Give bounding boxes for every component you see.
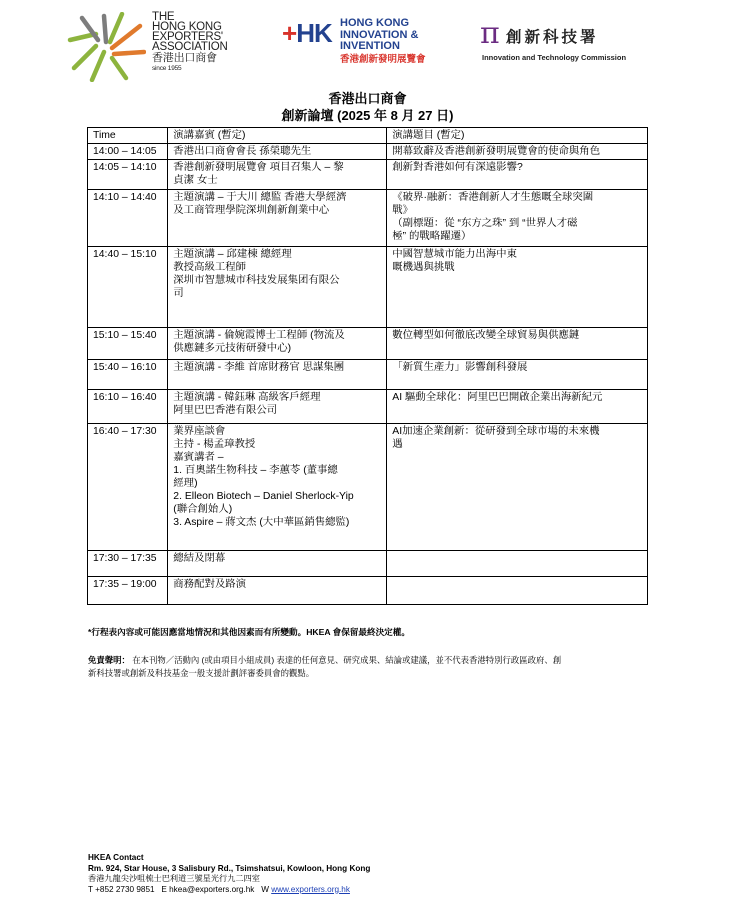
speaker-line: 主題演講 – 邱建棟 總經理 (173, 249, 292, 260)
cell-time: 17:35 – 19:00 (88, 577, 168, 605)
speaker-line: 主題演講 - 倫婉霞博士工程師 (物流及 (173, 330, 345, 341)
event-title: 創新論壇 (2025 年 8 月 27 日) (281, 108, 454, 123)
cell-speaker (168, 360, 387, 390)
speaker-line: 主題演講 – 于大川 總監 香港大學經濟 (173, 192, 347, 203)
speaker-line: 及工商管理學院深圳創新創業中心 (173, 205, 330, 216)
table-row (88, 160, 648, 190)
table-row (88, 247, 648, 328)
hk-innovation-logo (282, 16, 442, 72)
header-logos (0, 0, 735, 90)
table-row (88, 190, 648, 247)
cell-time: 15:10 – 15:40 (88, 328, 168, 360)
table-header-row (88, 128, 648, 144)
header-topic: 演講題目 (暫定) (387, 128, 648, 144)
cell-topic (387, 328, 648, 360)
topic-line: 中國智慧城市能力出海中東 (392, 249, 517, 260)
cell-time: 14:05 – 14:10 (88, 160, 168, 190)
schedule-table (87, 127, 648, 605)
cell-time: 17:30 – 17:35 (88, 551, 168, 577)
cell-speaker (168, 424, 387, 551)
speaker-line: 主持 - 楊孟璋教授 (173, 439, 256, 450)
table-row (88, 390, 648, 424)
table-row (88, 551, 648, 577)
hkea-ray (110, 14, 122, 42)
disclaimer-line-1: 在本刊物／活動內 (或由項目小組成員) 表達的任何意見、研究成果、結論或建議，並不代表香港特別行政區政府、創 (132, 655, 562, 665)
speaker-line: 嘉賓講者 – (173, 452, 224, 463)
itc-english-name: Innovation and Technology Commission (482, 53, 627, 62)
contact-tel: T +852 2730 9851 (88, 884, 155, 894)
cell-speaker (168, 328, 387, 360)
schedule-body (88, 144, 648, 605)
cell-topic (387, 424, 648, 551)
speaker-line: 商務配對及路演 (173, 579, 247, 590)
cell-time: 14:00 – 14:05 (88, 144, 168, 160)
hk-mark-icon: +HK (282, 18, 332, 48)
speaker-line: 業界座談會 (173, 426, 226, 437)
speaker-line: 教授高級工程師 (173, 262, 247, 273)
table-row (88, 424, 648, 551)
speaker-line: 3. Aspire – 蔣文杰 (大中華區銷售總監) (173, 517, 350, 528)
topic-line: 創新對香港如何有深遠影響? (392, 162, 523, 173)
hkea-ray (92, 52, 104, 80)
contact-title: HKEA Contact (88, 853, 144, 862)
contact-web-link[interactable]: www.exporters.org.hk (271, 884, 350, 894)
cell-speaker (168, 577, 387, 605)
cell-speaker (168, 190, 387, 247)
hkea-ray (74, 46, 96, 68)
cell-topic (387, 360, 648, 390)
cell-topic (387, 577, 648, 605)
cell-topic (387, 247, 648, 328)
cell-time: 14:10 – 14:40 (88, 190, 168, 247)
cell-topic (387, 390, 648, 424)
hkea-logo (66, 12, 256, 86)
cell-time: 15:40 – 16:10 (88, 360, 168, 390)
cell-speaker (168, 144, 387, 160)
disclaimer-label: 免責聲明： (88, 655, 130, 665)
cell-speaker (168, 160, 387, 190)
speaker-line: 阿里巴巴香港有限公司 (173, 405, 278, 416)
cell-speaker (168, 247, 387, 328)
speaker-line: 總結及閉幕 (173, 553, 226, 564)
cell-topic (387, 144, 648, 160)
speaker-line: 深圳市智慧城市科技发展集团有限公 (173, 275, 340, 286)
cell-topic (387, 551, 648, 577)
header-time: Time (88, 128, 168, 144)
schedule-note: *行程表內容或可能因應當地情況和其他因素而有所變動。HKEA 會保留最終決定權。 (88, 627, 410, 637)
speaker-line: 2. Elleon Biotech – Daniel Sherlock-Yip (173, 491, 354, 502)
cell-time: 16:10 – 16:40 (88, 390, 168, 424)
cell-time: 14:40 – 15:10 (88, 247, 168, 328)
speaker-line: 香港出口商會會長 孫榮聰先生 (173, 146, 312, 157)
topic-line: 嘅機遇與挑戰 (392, 262, 455, 273)
hkea-ray (112, 58, 126, 78)
pi-icon: π (480, 16, 500, 51)
topic-line: 開幕致辭及香港創新發明展覽會的使命與角色 (392, 146, 601, 157)
table-row (88, 328, 648, 360)
speaker-line: 貞潔 女士 (173, 175, 218, 186)
hkea-logo-text: THE HONG KONG EXPORTERS' ASSOCIATION 香港出口商會 since 1955 (152, 11, 228, 72)
topic-line: 極” 的戰略躍遷） (392, 231, 472, 242)
topic-line: AI 驅動全球化：阿里巴巴開啟企業出海新紀元 (392, 392, 603, 403)
cell-speaker (168, 390, 387, 424)
topic-line: AI加速企業創新：從研發到全球市場的未來機 (392, 426, 600, 437)
speaker-line: 主題演講 - 李維 首席財務官 思謀集團 (173, 362, 345, 373)
speaker-line: 供應鏈多元技術研發中心) (173, 343, 292, 354)
topic-line: 戰》 (392, 205, 414, 216)
table-row (88, 144, 648, 160)
contact-web-prefix: W (261, 884, 269, 894)
topic-line: 遇 (392, 439, 403, 450)
speaker-line: 經理) (173, 478, 198, 489)
hkea-ray (104, 16, 106, 42)
org-title: 香港出口商會 (328, 91, 407, 106)
speaker-line: 主題演講 - 韓鈺琳 高級客戶經理 (173, 392, 321, 403)
itc-chinese-name: 創新科技署 (506, 29, 599, 46)
contact-block (88, 853, 370, 895)
speaker-line: (聯合創始人) (173, 504, 233, 515)
table-row (88, 577, 648, 605)
hkea-ray (114, 52, 144, 54)
contact-address-en: Rm. 924, Star House, 3 Salisbury Rd., Tsimshatsui, Kowloon, Hong Kong (88, 863, 371, 873)
hkea-logo-mark-icon (66, 12, 146, 82)
topic-line: 《破界·融新：香港創新人才生態嘅全球突圍 (392, 192, 594, 203)
cell-time: 16:40 – 17:30 (88, 424, 168, 551)
cell-topic (387, 190, 648, 247)
cell-topic (387, 160, 648, 190)
contact-address-cn: 香港九龍尖沙咀梳士巴利道三號星光行九二四室 (88, 874, 260, 883)
speaker-line: 司 (173, 288, 184, 299)
topic-line: 「新質生產力」影響創科發展 (392, 362, 528, 373)
disclaimer (88, 654, 648, 679)
table-row (88, 360, 648, 390)
disclaimer-line-2: 新科技署或創新及科技基金一般支援計劃評審委員會的觀點。 (88, 667, 315, 678)
speaker-line: 香港創新發明展覽會 項目召集人 – 黎 (173, 162, 344, 173)
contact-email[interactable]: E hkea@exporters.org.hk (161, 884, 255, 894)
itc-logo (480, 16, 660, 66)
topic-line: （副標題：從 “东方之珠” 到 “世界人才磁 (392, 218, 578, 229)
speaker-line: 1. 百奧諾生物科技 – 李蕙苓 (董事總 (173, 465, 338, 476)
hk-innovation-text: HONG KONG INNOVATION & INVENTION 香港創新發明展覽會 (340, 17, 426, 65)
header-speaker: 演講嘉賓 (暫定) (168, 128, 387, 144)
cell-speaker (168, 551, 387, 577)
topic-line: 數位轉型如何徹底改變全球貿易與供應鏈 (392, 330, 580, 341)
